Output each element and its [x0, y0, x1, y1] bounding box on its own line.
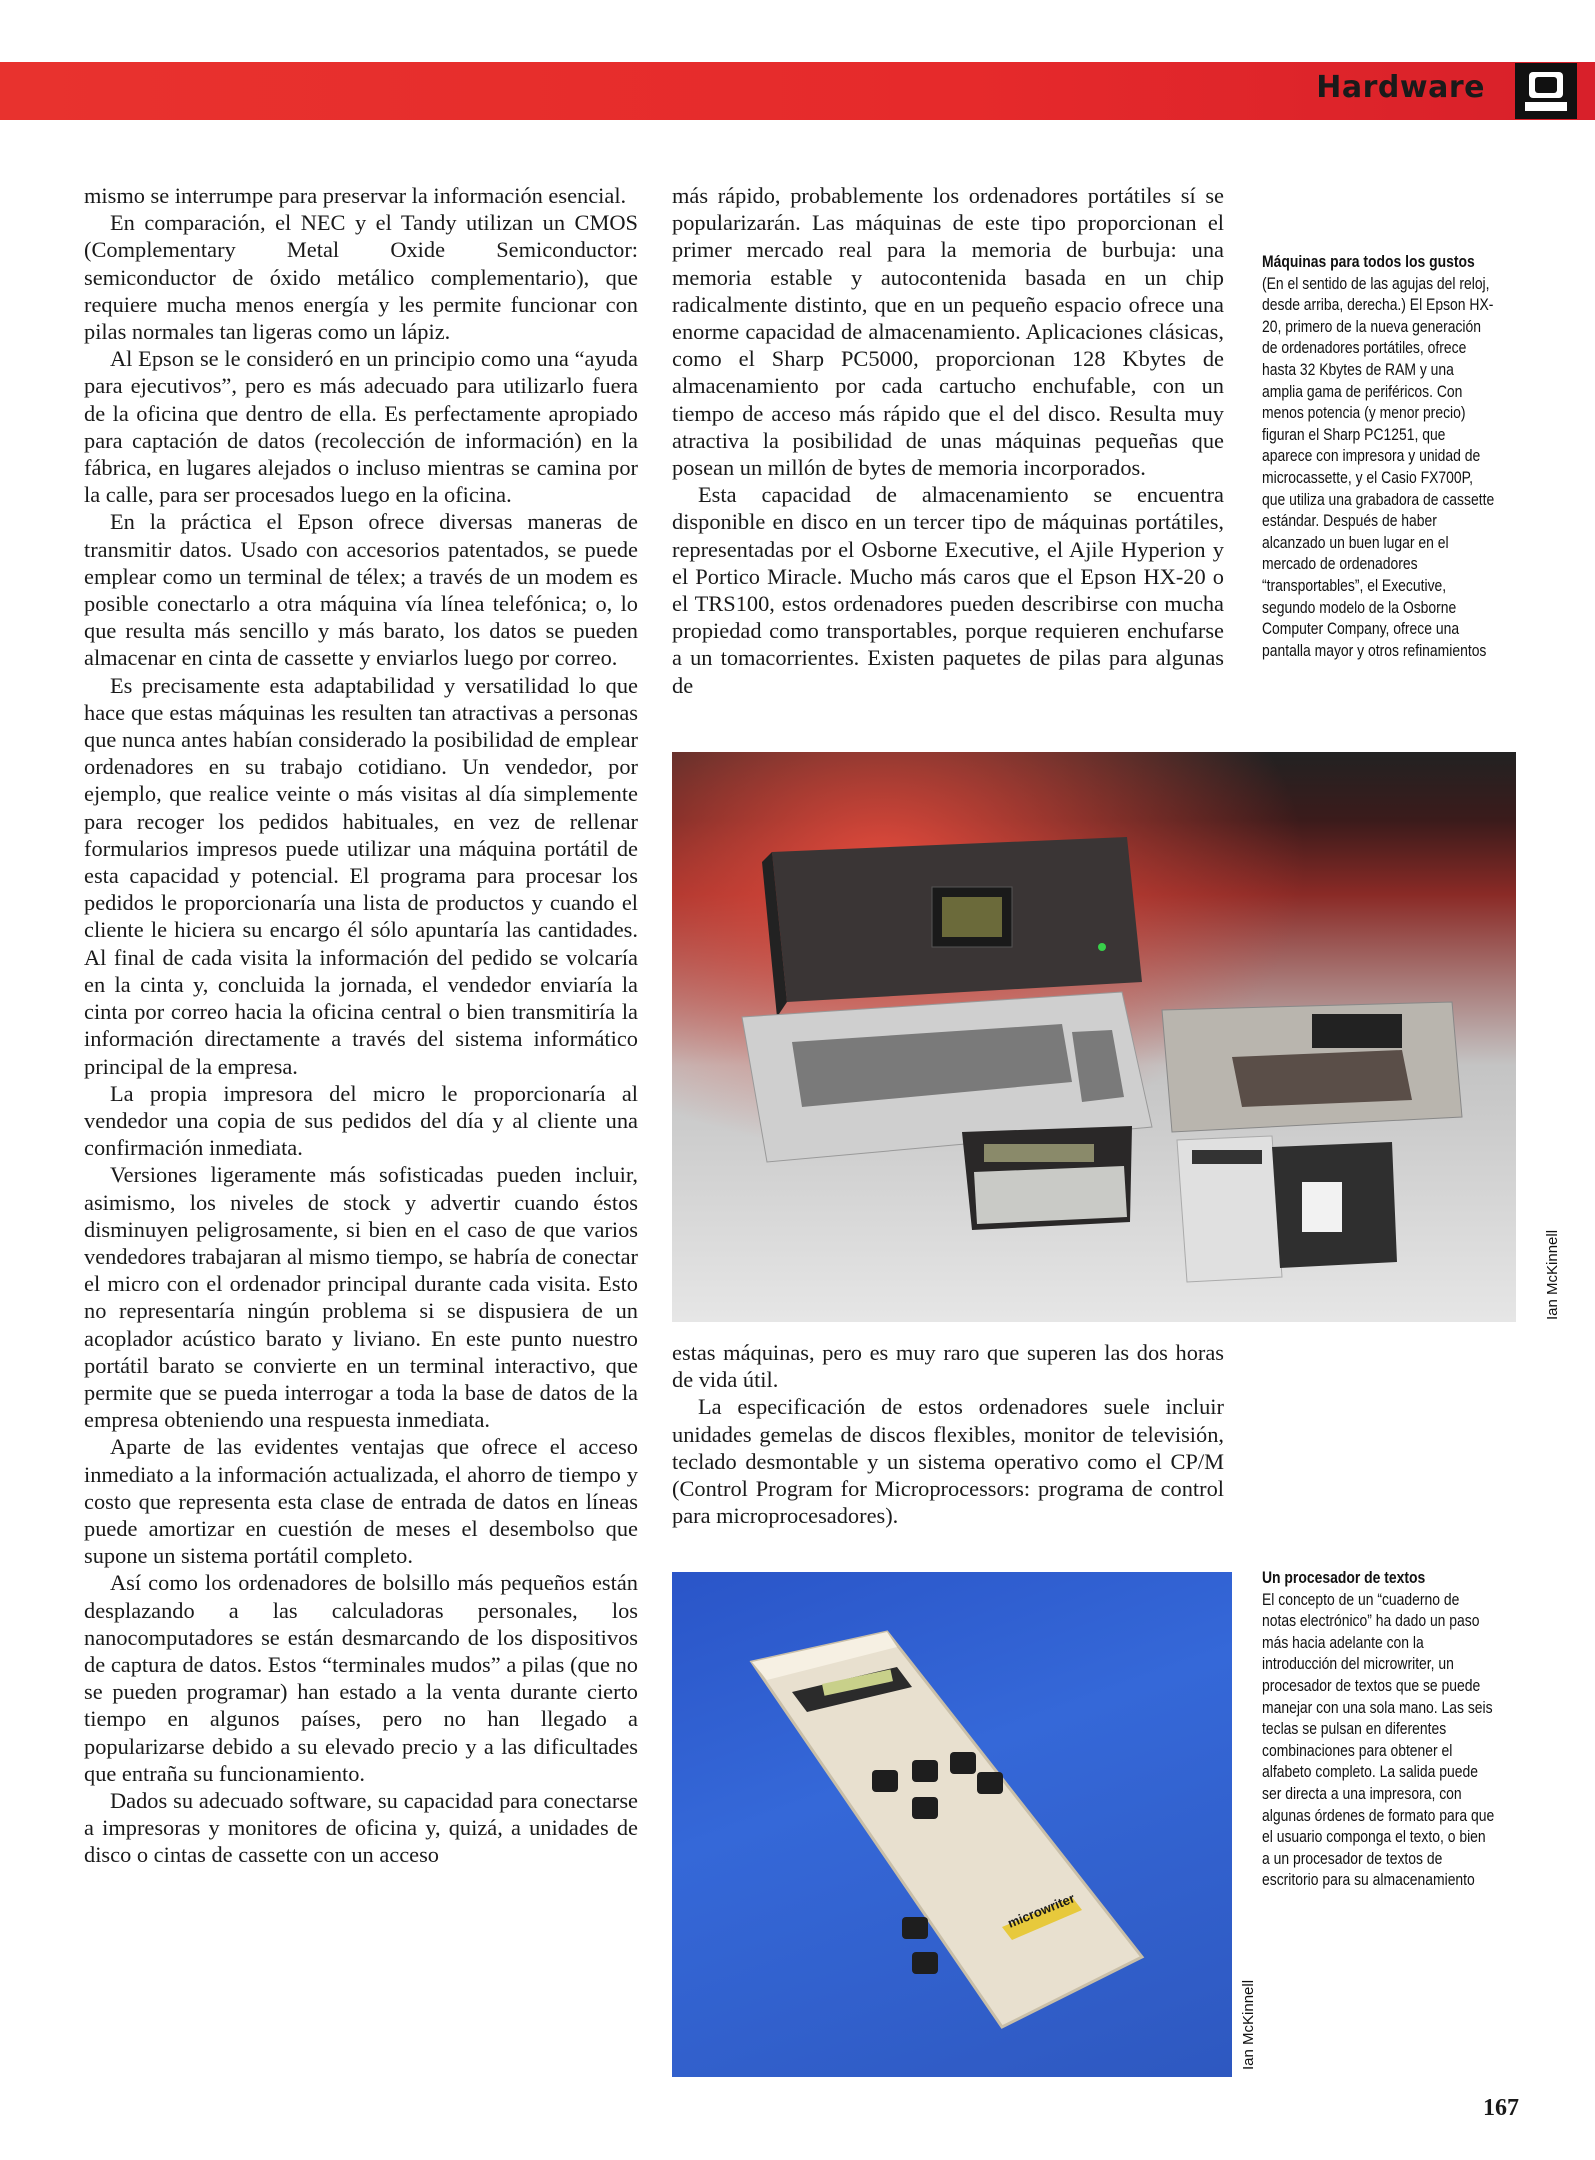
paragraph: Al Epson se le consideró en un principio como una “ayuda para ejecutivos”, pero es más adecuado para utilizarlo fuera de la oficina que dentro de ella. Es perfectamente apropiado para captación de datos (recolección de información) en la fábrica, en lugares alejados o incluso mientras se camina por la calle, para ser procesados luego en la oficina.	[84, 346, 638, 508]
page-number: 167	[1483, 2095, 1519, 2121]
caption-text: (En el sentido de las agujas del reloj, desde arriba, derecha.) El Epson HX-20, primero de la nueva generación de ordenadores portátiles, ofrece hasta 32 Kbytes de RAM y una amplia gama de periféricos. Con menos potencia (y menor precio) figuran el Sharp PC1251, que aparece con impresora y unidad de microcassette, y el Casio FX700P, que utiliza una grabadora de cassette estándar. Después de haber alcanzado un buen lugar en el mercado de ordenadores “transportables”, el Executive, segundo modelo de la Osborne Computer Company, ofrece una pantalla mayor y otros refinamientos	[1262, 274, 1495, 660]
caption-title: Un procesador de textos	[1262, 1569, 1426, 1587]
photo-credit: Ian McKinnell	[1240, 1979, 1257, 2070]
photo-microwriter	[672, 1572, 1232, 2077]
photo-caption-portables	[1262, 252, 1494, 662]
paragraph: Es precisamente esta adaptabilidad y versatilidad lo que hace que estas máquinas les resulten tan atractivas a personas que nunca antes habían considerado la posibilidad de emplear ordenadores en su trabajo cotidiano. Un vendedor, por ejemplo, que realice veinte o más visitas al día simplemente para recoger los pedidos habituales, en vez de rellenar formularios impresos puede utilizar una máquina portátil de esta capacidad y potencial. El programa para procesar los pedidos le proporcionaría una lista de productos y cuando el cliente le hiciera su encargo él sólo apuntaría las cantidades. Al final de cada visita la información del pedido se volcaría en la cinta y, concluida la jornada, el vendedor enviaría la cinta por correo hacia la oficina central o bien transmitiría la información directamente a través del sistema informático principal de la empresa.	[84, 672, 638, 1079]
paragraph: En la práctica el Epson ofrece diversas maneras de transmitir datos. Usado con accesorios patentados, se puede emplear como un terminal de télex; a través de un modem es posible conectarlo a otra máquina vía línea telefónica; o, lo que resulta más sencillo y más barato, los datos se pueden almacenar en cinta de cassette y enviarlos luego por correo.	[84, 509, 638, 671]
paragraph: estas máquinas, pero es muy raro que superen las dos horas de vida útil.	[672, 1340, 1224, 1393]
caption-text: El concepto de un “cuaderno de notas electrónico” ha dado un paso más hacia adelante con la introducción del microwriter, un procesador de textos que se puede manejar con una sola mano. Las seis teclas se pulsan en diferentes combinaciones para obtener el alfabeto completo. La salida puede ser directa a una impresora, con algunas órdenes de formato para que el usuario componga el texto, o bien a un procesador de textos de escritorio para su almacenamiento	[1262, 1590, 1495, 1890]
photo-caption-microwriter	[1262, 1568, 1494, 1892]
caption-title: Máquinas para todos los gustos	[1262, 253, 1475, 271]
paragraph: En comparación, el NEC y el Tandy utilizan un CMOS (Complementary Metal Oxide Semiconductor: semiconductor de óxido metálico complementario), que requiere mucha menos energía y les permite funcionar con pilas normales tan ligeras como un lápiz.	[84, 210, 638, 345]
paragraph: La propia impresora del micro le proporcionaría al vendedor una copia de sus pedidos del día y al cliente una confirmación inmediata.	[84, 1080, 638, 1161]
text-column-left	[84, 182, 638, 1869]
paragraph: Así como los ordenadores de bolsillo más pequeños están desplazando a las calculadoras personales, los nanocomputadores se están desmarcando de los dispositivos de captura de datos. Estos “terminales mudos” a pilas (que no se pueden programar) han estado a la venta durante cierto tiempo en algunos países, pero no han llegado a popularizarse debido a su elevado precio y a las dificultades que entraña su funcionamiento.	[84, 1570, 638, 1786]
text-column-right-top	[672, 182, 1224, 699]
paragraph: Esta capacidad de almacenamiento se encuentra disponible en disco en un tercer tipo de máquinas portátiles, representadas por el Osborne Executive, el Ajile Hyperion y el Portico Miracle. Mucho más caros que el Epson HX-20 o el TRS100, estos ordenadores pueden describirse con mucha propiedad como transportables, porque requieren enchufarse a un tomacorrientes. Existen paquetes de pilas para algunas de	[672, 482, 1224, 698]
paragraph: Dados su adecuado software, su capacidad para conectarse a impresoras y monitores de oficina y, quizá, a unidades de disco o cintas de cassette con un acceso	[84, 1787, 638, 1868]
paragraph: mismo se interrumpe para preservar la información esencial.	[84, 183, 627, 208]
paragraph: más rápido, probablemente los ordenadores portátiles sí se popularizarán. Las máquinas de este tipo proporcionan el primer mercado real para la memoria de burbuja: una memoria estable y autocontenida basada en un chip radicalmente distinto, que en un pequeño espacio ofrece una enorme capacidad de almacenamiento. Aplicaciones clásicas, como el Sharp PC5000, proporcionan 128 Kbytes de almacenamiento por cada cartucho enchufable, con un tiempo de acceso más rápido que el del disco. Resulta muy atractiva la posibilidad de unas máquinas pequeñas que posean un millón de bytes de memoria incorporados.	[672, 183, 1224, 481]
computer-icon	[1515, 63, 1577, 119]
photo-credit: Ian McKinnell	[1544, 1229, 1561, 1320]
paragraph: La especificación de estos ordenadores suele incluir unidades gemelas de discos flexibles, monitor de televisión, teclado desmontable y un sistema operativo como el CP/M (Control Program for Microprocessors: programa de control para microprocesadores).	[672, 1394, 1224, 1529]
text-column-right-bottom	[672, 1339, 1224, 1529]
photo-portable-computers	[672, 752, 1516, 1322]
section-title: Hardware	[1316, 70, 1485, 105]
paragraph: Versiones ligeramente más sofisticadas pueden incluir, asimismo, los niveles de stock y advertir cuando éstos disminuyen peligrosamente, si bien en el caso de que varios vendedores trabajaran al mismo tiempo, se habría de conectar el micro con el ordenador principal durante cada visita. Esto no representaría ningún problema si se dispusiera de un acoplador acústico barato y liviano. En este punto nuestro portátil barato se convierte en un terminal interactivo, que permite que se pueda interrogar a toda la base de datos de la empresa obteniendo una respuesta inmediata.	[84, 1162, 638, 1433]
paragraph: Aparte de las evidentes ventajas que ofrece el acceso inmediato a la información actualizada, el ahorro de tiempo y costo que representa esta clase de entrada de datos en líneas puede amortizar en cuestión de meses el desembolso que supone un sistema portátil completo.	[84, 1434, 638, 1569]
device-label: microwriter	[1005, 1890, 1077, 1931]
